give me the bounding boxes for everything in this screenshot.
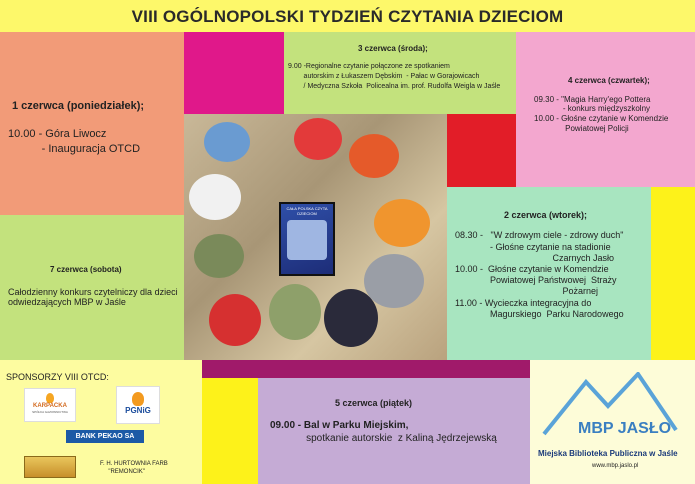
friday-line-2: spotkanie autorskie z Kaliną Jędrzejewską	[270, 433, 497, 444]
bright-yellow-right	[651, 187, 695, 360]
wednesday-heading: 3 czerwca (środa);	[358, 44, 428, 53]
tuesday-line-1: 08.30 - "W zdrowym ciele - zdrowy duch"	[455, 230, 624, 240]
pekao-name: BANK PEKAO SA	[75, 433, 135, 440]
child-5	[374, 199, 430, 247]
tuesday-line-3: Czarnych Jasło	[455, 253, 615, 263]
wednesday-line-1: 9.00 -Regionalne czytanie połączone ze spotkaniem	[288, 63, 450, 70]
book-illustration	[287, 220, 327, 260]
karpacka-flame-icon	[46, 393, 54, 403]
child-1	[204, 122, 250, 162]
pgnig-flame-icon	[132, 392, 144, 406]
library-name: Miejska Biblioteka Publiczna w Jaśle	[538, 449, 678, 458]
children-photo	[184, 114, 447, 360]
child-6	[194, 234, 244, 278]
thursday-line-3: 10.00 - Głośne czytanie w Komendzie	[534, 114, 669, 123]
saturday-line-2: odwiedzających MBP w Jaśle	[8, 297, 126, 307]
child-9	[269, 284, 321, 340]
red-block	[447, 114, 516, 187]
title-bar	[0, 0, 695, 32]
tuesday-line-6: Pożarnej	[455, 286, 599, 296]
child-2	[294, 118, 342, 160]
monday-line-1: 10.00 - Góra Liwocz	[8, 128, 107, 140]
wednesday-line-2: autorskim z Łukaszem Dębskim - Pałac w Gorajowicach	[288, 73, 480, 80]
friday-heading: 5 czerwca (piątek)	[335, 398, 413, 408]
child-3	[349, 134, 399, 178]
child-10	[324, 289, 378, 347]
monday-line-2: - Inauguracja OTCD	[8, 143, 141, 155]
saturday-heading: 7 czerwca (sobota)	[50, 265, 122, 274]
remoncik-logo	[24, 456, 76, 478]
saturday-line-1: Całodzienny konkurs czytelniczy dla dzieci	[8, 287, 178, 297]
tuesday-line-7: 11.00 - Wycieczka integracyjna do	[455, 298, 592, 308]
tuesday-line-5: Powiatowej Państwowej Straży	[455, 275, 617, 285]
thursday-heading: 4 czerwca (czwartek);	[568, 76, 650, 85]
child-8	[209, 294, 261, 346]
tuesday-line-8: Magurskiego Parku Narodowego	[455, 309, 624, 319]
thursday-line-4: Powiatowej Policji	[534, 124, 629, 133]
monday-heading: 1 czerwca (poniedziałek);	[12, 100, 145, 112]
remoncik-name: F. H. HURTOWNIA FARB "REMONCIK"	[100, 461, 168, 475]
thursday-line-2: - konkurs międzyszkolny	[534, 104, 651, 113]
karpacka-name: KARPACKA	[33, 403, 67, 409]
wednesday-line-3: / Medyczna Szkoła Policealna im. prof. Rudolfa Weigla w Jaśle	[288, 83, 501, 90]
magenta-block	[184, 32, 284, 114]
pgnig-logo	[116, 386, 160, 424]
child-4	[189, 174, 241, 220]
friday-line-1: 09.00 - Bal w Parku Miejskim,	[270, 420, 409, 431]
book-cover	[279, 202, 335, 276]
library-url: www.mbp.jaslo.pl	[592, 463, 639, 469]
tuesday-line-2: - Głośne czytanie na stadionie	[455, 242, 611, 252]
monday-panel	[0, 32, 184, 215]
pekao-logo	[66, 430, 144, 443]
karpacka-subtitle: SPÓŁKA GAZOWNICTWA	[32, 410, 68, 414]
thursday-line-1: 09.30 - "Magia Harry'ego Pottera	[534, 95, 651, 104]
tuesday-heading: 2 czerwca (wtorek);	[504, 210, 588, 220]
page-title: VIII OGÓLNOPOLSKI TYDZIEŃ CZYTANIA DZIECIOM	[131, 7, 564, 26]
bottom-magenta-strip	[202, 360, 530, 378]
child-7	[364, 254, 424, 308]
pgnig-name: PGNiG	[125, 406, 151, 415]
tuesday-line-4: 10.00 - Głośne czytanie w Komendzie	[455, 264, 609, 274]
bottom-yellow-block	[202, 378, 258, 484]
library-logo-text: MBP JASŁO	[578, 420, 672, 437]
book-title: CAŁA POLSKA CZYTA DZIECIOM	[286, 206, 328, 216]
karpacka-logo	[24, 388, 76, 422]
sponsors-heading: SPONSORZY VIII OTCD:	[6, 372, 109, 382]
